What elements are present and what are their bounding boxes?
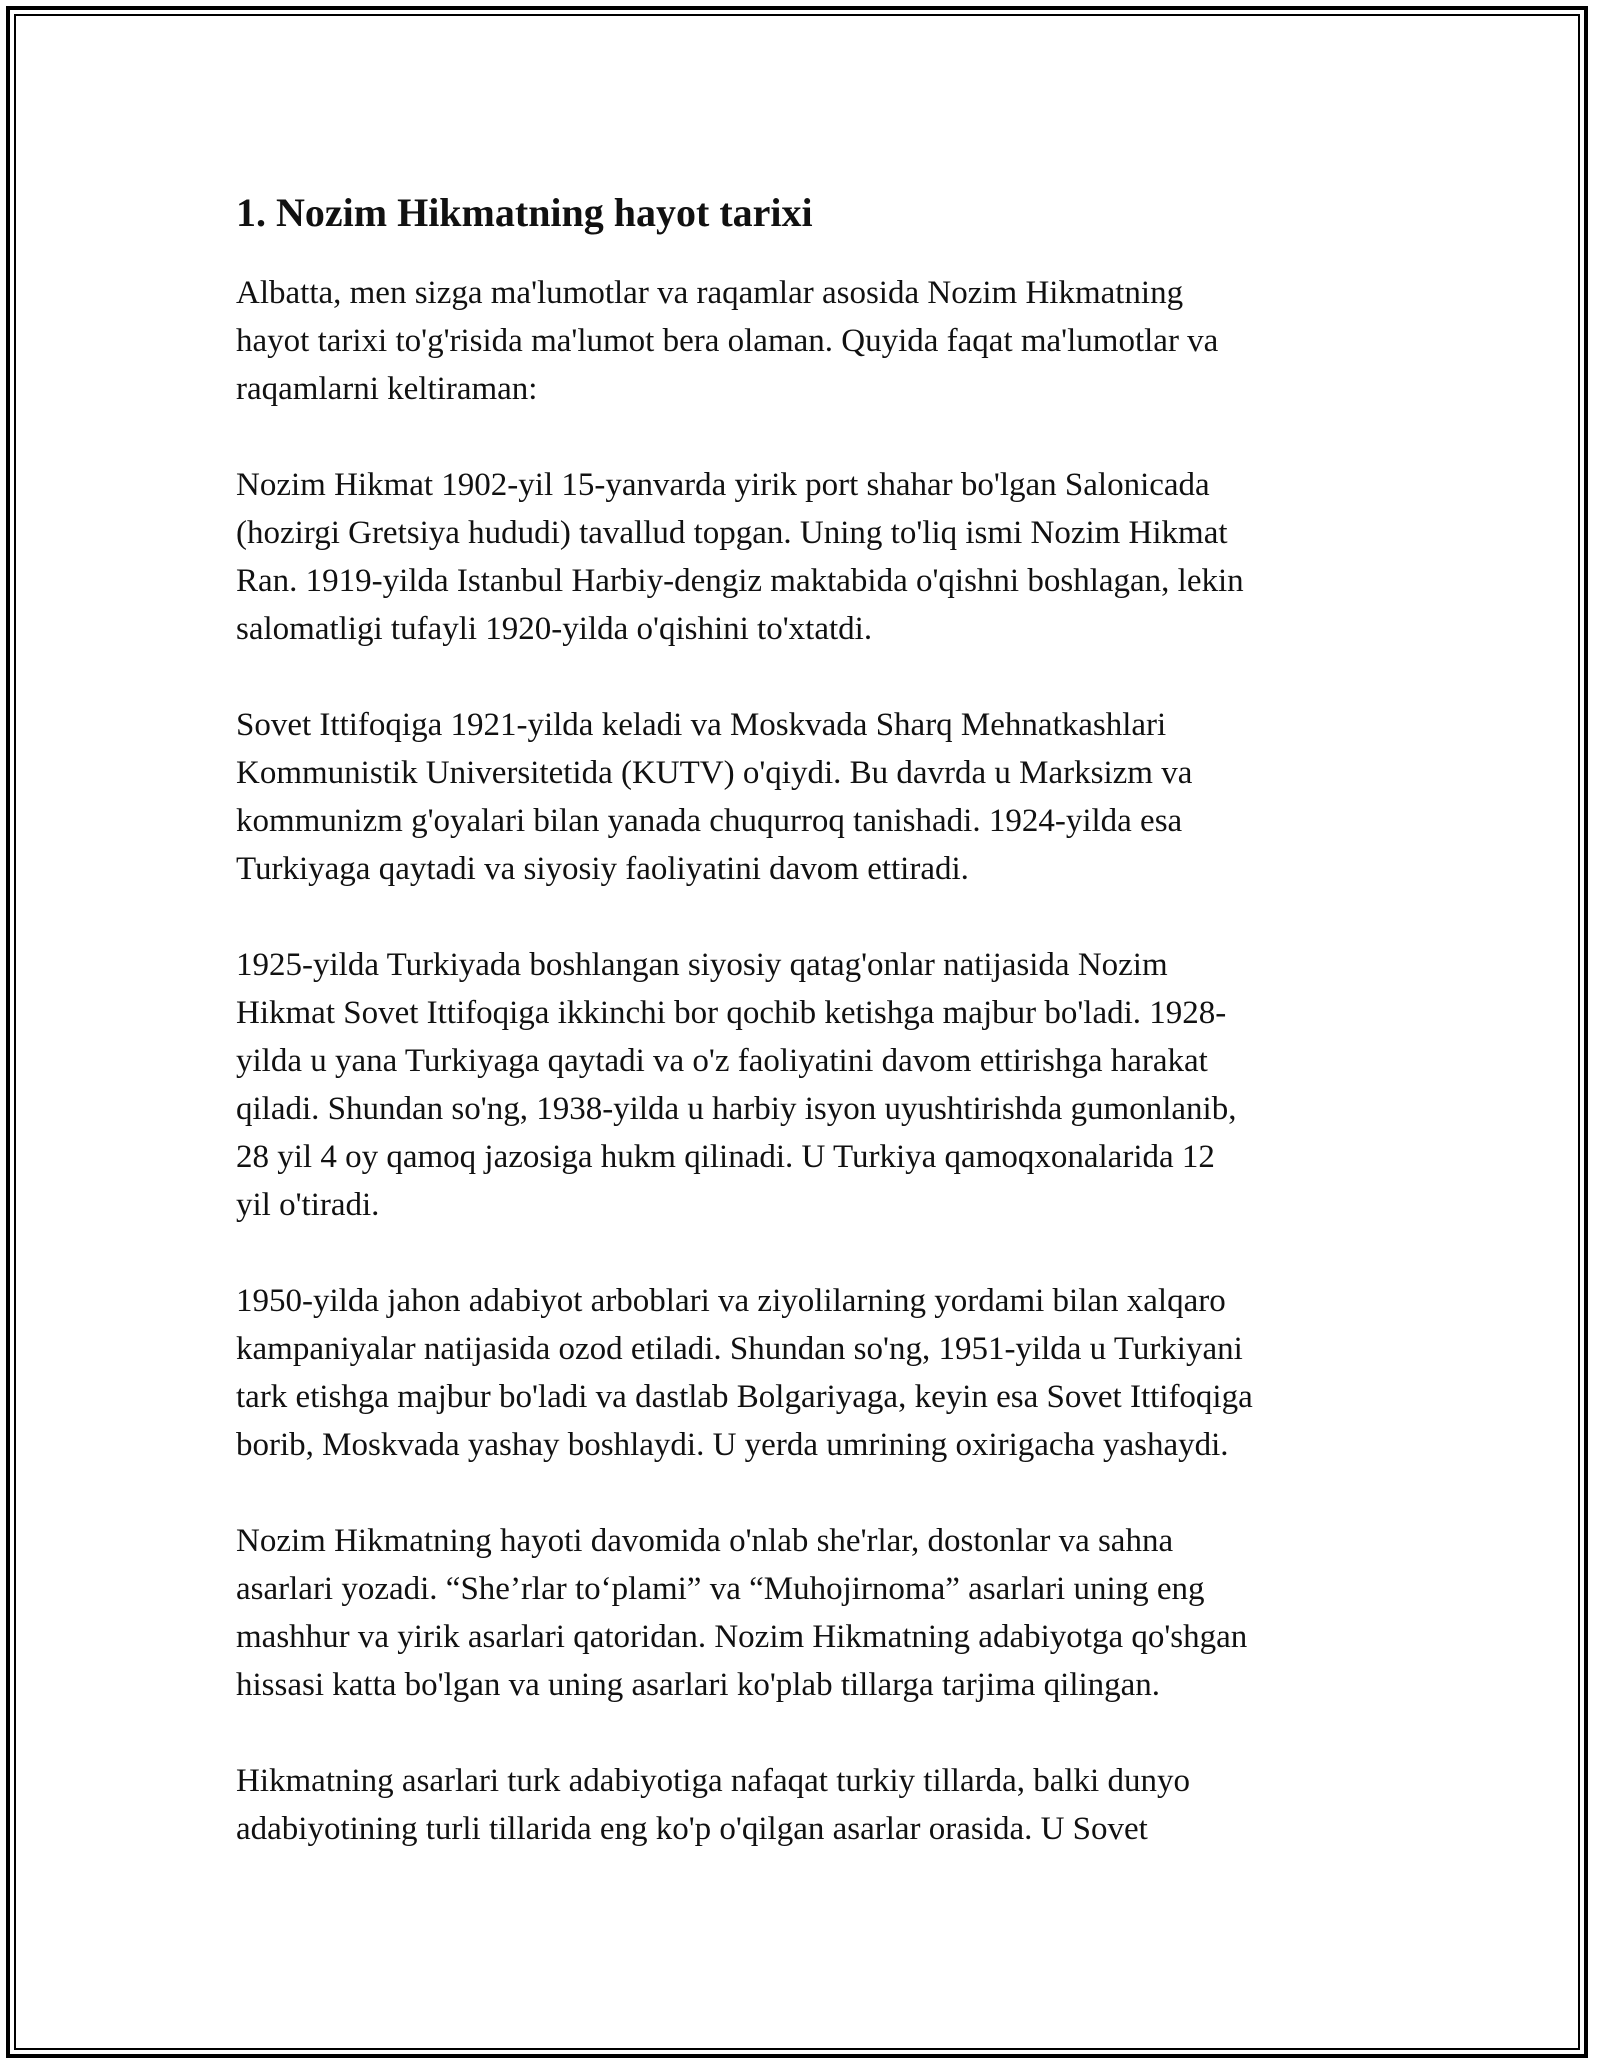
document-body bbox=[236, 185, 1376, 1901]
paragraph-works: Nozim Hikmatning hayoti davomida o'nlab she'rlar, dostonlar va sahna asarlari yozadi. “She’rlar to‘plami” va “Muhojirnoma” asarlari uning eng mashhur va yirik asarlari qatoridan. Nozim Hikmatning adabiyotga qo'shgan hissasi katta bo'lgan va uning asarlari ko'plab tillarga tarjima qilingan. bbox=[236, 1523, 1248, 1703]
paragraph-intro: Albatta, men sizga ma'lumotlar va raqamlar asosida Nozim Hikmatning hayot tarixi to'g'risida ma'lumot bera olaman. Quyida faqat ma'lumotlar va raqamlarni keltiraman: bbox=[236, 275, 1219, 407]
paragraph-birth: Nozim Hikmat 1902-yil 15-yanvarda yirik port shahar bo'lgan Salonicada (hozirgi Gretsiya hududi) tavallud topgan. Uning to'liq ismi Nozim Hikmat Ran. 1919-yilda Istanbul Harbiy-dengiz maktabida o'qishni boshlagan, lekin salomatligi tufayli 1920-yilda o'qishini to'xtatdi. bbox=[236, 467, 1244, 647]
paragraph-soviet-union: Sovet Ittifoqiga 1921-yilda keladi va Moskvada Sharq Mehnatkashlari Kommunistik Universitetida (KUTV) o'qiydi. Bu davrda u Marksizm va kommunizm g'oyalari bilan yanada chuqurroq tanishadi. 1924-yilda esa Turkiyaga qaytadi va siyosiy faoliyatini davom ettiradi. bbox=[236, 707, 1193, 887]
paragraph-release: 1950-yilda jahon adabiyot arboblari va ziyolilarning yordami bilan xalqaro kampaniyalar natijasida ozod etiladi. Shundan so'ng, 1951-yilda u Turkiyani tark etishga majbur bo'ladi va dastlab Bolgariyaga, keyin esa Sovet Ittifoqiga borib, Moskvada yashay boshlaydi. U yerda umrining oxirigacha yashaydi. bbox=[236, 1283, 1253, 1463]
paragraph-imprisonment: 1925-yilda Turkiyada boshlangan siyosiy qatag'onlar natijasida Nozim Hikmat Sovet Ittifoqiga ikkinchi bor qochib ketishga majbur bo'ladi. 1928- yilda u yana Turkiyaga qaytadi va o'z faoliyatini davom ettirishga harakat qiladi. Shundan so'ng, 1938-yilda u harbiy isyon uyushtirishda gumonlanib, 28 yil 4 oy qamoq jazosiga hukm qilinadi. U Turkiya qamoqxonalarida 12 yil o'tiradi. bbox=[236, 947, 1237, 1223]
section-heading: 1. Nozim Hikmatning hayot tarixi bbox=[236, 190, 813, 235]
paragraph-legacy: Hikmatning asarlari turk adabiyotiga nafaqat turkiy tillarda, balki dunyo adabiyotining turli tillarida eng ko'p o'qilgan asarlar orasida. U Sovet bbox=[236, 1763, 1190, 1847]
